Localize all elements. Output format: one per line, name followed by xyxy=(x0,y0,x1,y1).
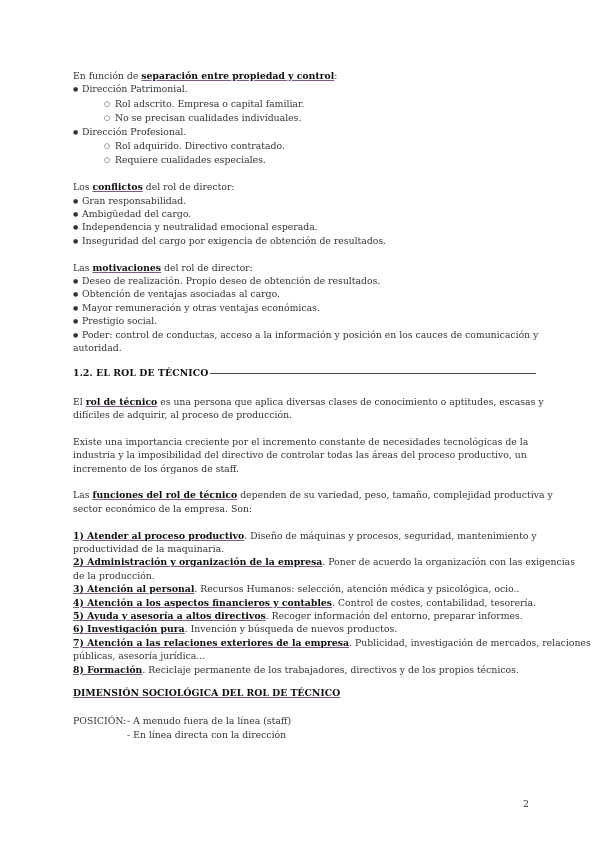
function-item-cont: de la producción. xyxy=(73,570,155,582)
page-number: 2 xyxy=(523,799,529,810)
list-item: ● Obtención de ventajas asociadas al cargo. xyxy=(73,288,533,301)
intro-line: difíciles de adquirir, al proceso de producción. xyxy=(73,409,293,421)
function-item: 1) Atender al proceso productivo. Diseño de máquinas y procesos, seguridad, mantenimiento y xyxy=(73,530,537,542)
function-item: 2) Administración y organización de la empresa. Poner de acuerdo la organización con las exigencias xyxy=(73,557,575,569)
list-item: ● Ambigüedad del cargo. xyxy=(73,208,533,221)
list-item: ● Gran responsabilidad. xyxy=(73,195,533,208)
list-item: ● Dirección Profesional. xyxy=(73,126,533,139)
list-item: ● Deseo de realización. Propio deseo de obtención de resultados. xyxy=(73,275,533,288)
position-row xyxy=(73,715,533,728)
list-item: ● Mayor remuneración y otras ventajas económicas. xyxy=(73,302,533,315)
function-item: 7) Atención a las relaciones exteriores de la empresa. Publicidad, investigación de mercados, relaciones xyxy=(73,637,591,649)
dimension-heading: DIMENSIÓN SOCIOLÓGICA DEL ROL DE TÉCNICO xyxy=(73,687,341,699)
sub-list-item: ○ Rol adquirido. Directivo contratado. xyxy=(73,139,533,153)
separation-intro: En función de separación entre propiedad y control: xyxy=(73,71,338,82)
function-item: 8) Formación. Reciclaje permanente de los trabajadores, directivos y de los propios técnicos. xyxy=(73,664,519,676)
function-item: 4) Atención a los aspectos financieros y contables. Control de costes, contabilidad, tesorería. xyxy=(73,597,536,609)
paragraph-line: incremento de los órganos de staff. xyxy=(73,463,239,475)
position-label: POSICIÓN: xyxy=(73,716,127,728)
function-item: 6) Investigación pura. Invención y búsqueda de nuevos productos. xyxy=(73,624,398,636)
functions-intro: Las funciones del rol de técnico dependen de su variedad, peso, tamaño, complejidad productiva y xyxy=(73,490,553,502)
heading-rule xyxy=(210,373,536,374)
paragraph-line: Existe una importancia creciente por el incremento constante de necesidades tecnológicas de la xyxy=(73,436,529,448)
list-item-continuation: autoridad. xyxy=(73,343,122,355)
list-item: ● Inseguridad del cargo por exigencia de obtención de resultados. xyxy=(73,235,533,248)
function-item: 3) Atención al personal. Recursos Humanos: selección, atención médica y psicológica, ocio.. xyxy=(73,584,520,596)
function-item-cont: productividad de la maquinaria. xyxy=(73,543,225,555)
motivations-intro: Las motivaciones del rol de director: xyxy=(73,262,253,274)
function-item-cont: públicas, asesoría jurídica... xyxy=(73,651,206,663)
list-item: ● Independencia y neutralidad emocional esperada. xyxy=(73,221,533,234)
document-page xyxy=(73,70,591,742)
position-row xyxy=(73,729,533,742)
conflicts-intro: Los conflictos del rol de director: xyxy=(73,182,235,194)
functions-intro-cont: sector económico de la empresa. Son: xyxy=(73,503,253,515)
sub-list-item: ○ Requiere cualidades especiales. xyxy=(73,153,533,167)
intro-line: El rol de técnico es una persona que aplica diversas clases de conocimiento o aptitudes, escasas y xyxy=(73,396,544,408)
list-item: ● Prestigio social. xyxy=(73,315,533,328)
position-item: - A menudo fuera de la línea (staff) xyxy=(127,716,292,728)
sub-list-item: ○ No se precisan cualidades individuales. xyxy=(73,111,533,125)
position-item: - En línea directa con la dirección xyxy=(127,729,287,741)
list-item: ● Poder: control de conductas, acceso a la información y posición en los cauces de comunicación y xyxy=(73,329,533,342)
sub-list-item: ○ Rol adscrito. Empresa o capital familiar. xyxy=(73,97,533,111)
function-item: 5) Ayuda y asesoría a altos directivos. Recoger información del entorno, preparar informes. xyxy=(73,610,523,622)
list-item: ● Dirección Patrimonial. xyxy=(73,83,533,96)
functions-list xyxy=(73,530,591,677)
paragraph-line: industria y la imposibilidad del directivo de controlar todas las áreas del proceso productivo, un xyxy=(73,450,527,462)
section-heading: 1.2. EL ROL DE TÉCNICO xyxy=(73,367,533,381)
